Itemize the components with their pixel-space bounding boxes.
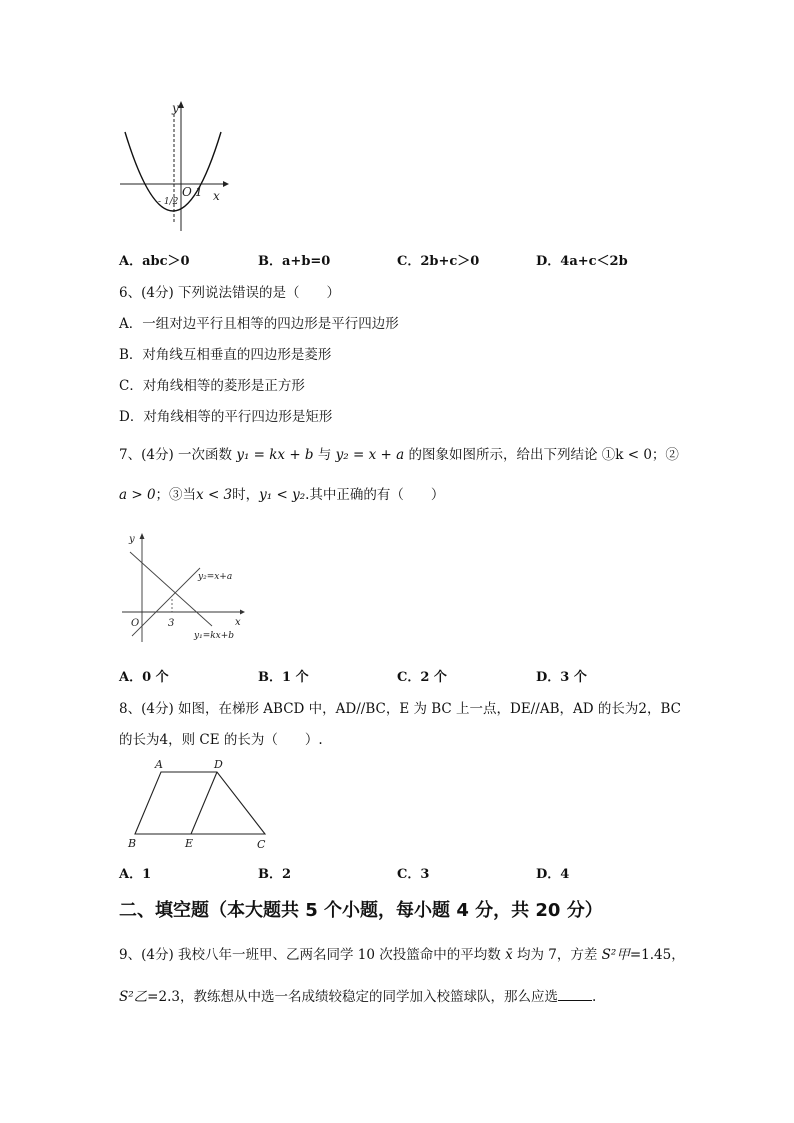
q7-line2-d: 时， <box>232 487 260 503</box>
q7-y2-line-label: y₂=x+a <box>198 572 233 582</box>
q5-option-a-text: abc＞0 <box>142 254 190 269</box>
q8-trapezoid <box>135 772 265 834</box>
q9-stem-line1 <box>119 943 685 963</box>
q7-option-b-letter: B． <box>258 670 282 685</box>
q6-stem: 6、(4分) 下列说法错误的是（ ） <box>119 285 341 301</box>
q7-stem-a: 7、(4分) 一次函数 <box>119 447 233 463</box>
q7-y2-expression: y₂ = x + a <box>335 447 405 463</box>
q9-xbar: x̄ <box>505 947 513 963</box>
q7-y-label: y <box>129 534 135 545</box>
q5-option-b-text: a+b=0 <box>282 254 331 269</box>
q7-line2-b: ；③当 <box>155 487 197 503</box>
q8-segment-de <box>191 772 217 834</box>
q8-label-e: E <box>185 837 194 850</box>
q7-option-c-text: 2 个 <box>420 670 447 685</box>
q9-line2-a: =2.3，教练想从中选一名成绩较稳定的同学加入校篮球队，那么应选 <box>147 989 558 1005</box>
q8-option-a-letter: A． <box>119 867 143 882</box>
q7-option-c-letter: C． <box>397 670 421 685</box>
q7-three-label: 3 <box>168 618 175 629</box>
q8-label-a: A <box>155 758 163 771</box>
section-2-heading: 二、填空题（本大题共 5 个小题，每小题 4 分，共 20 分） <box>119 900 603 921</box>
q7-origin-label: O <box>131 618 140 629</box>
q8-label-b: B <box>128 837 137 850</box>
q7-option-b-text: 1 个 <box>282 670 309 685</box>
q7-option-d-letter: D． <box>536 670 561 685</box>
q7-x-label: x <box>235 617 241 628</box>
q5-option-a-letter: A． <box>119 254 143 269</box>
q8-option-d-letter: D． <box>536 867 561 882</box>
q7-stem-line2 <box>119 483 444 503</box>
q5-y-arrow <box>178 101 184 108</box>
q8-option-c-text: 3 <box>420 867 430 882</box>
q5-option-b <box>258 250 330 269</box>
q7-linear-graph <box>118 530 258 648</box>
q7-option-d <box>536 666 587 685</box>
q7-stem-mid: 与 <box>317 447 332 463</box>
q8-option-b-letter: B． <box>258 867 282 882</box>
q8-option-a-text: 1 <box>142 867 152 882</box>
q7-option-a-text: 0 个 <box>142 670 169 685</box>
q5-option-d-letter: D． <box>536 254 561 269</box>
q8-option-d-text: 4 <box>560 867 570 882</box>
q9-line1-a: 9、(4分) 我校八年一班甲、乙两名同学 10 次投篮命中的平均数 <box>119 947 501 963</box>
q8-label-c: C <box>257 838 266 851</box>
q6-option-b: B．对角线互相垂直的四边形是菱形 <box>119 347 332 363</box>
q5-option-c-letter: C． <box>397 254 421 269</box>
q6-option-c: C．对角线相等的菱形是正方形 <box>119 378 305 394</box>
q8-stem-line2: 的长为4，则 CE 的长为（ ）. <box>119 732 323 748</box>
q9-stem-line2 <box>119 985 596 1005</box>
q5-option-c-text: 2b+c＞0 <box>420 254 480 269</box>
q7-stem-line1 <box>119 443 679 463</box>
q7-option-d-text: 3 个 <box>560 670 587 685</box>
q5-option-c <box>397 250 479 269</box>
q7-y1-line-label: y₁=kx+b <box>194 631 235 641</box>
q8-option-c-letter: C． <box>397 867 421 882</box>
q9-line1-b: 均为 7，方差 <box>516 947 598 963</box>
q8-option-b <box>258 863 291 882</box>
q7-a-positive: a > 0 <box>119 487 156 503</box>
q9-s-jia: S²甲 <box>601 947 630 963</box>
q7-stem-b: 的图象如图所示，给出下列结论 ①k < 0；② <box>408 447 679 463</box>
q9-line2-b: . <box>591 989 597 1005</box>
q5-option-d-text: 4a+c＜2b <box>560 254 628 269</box>
q8-trapezoid-figure <box>125 756 275 852</box>
q8-option-d <box>536 863 569 882</box>
q7-y-arrow <box>140 533 145 539</box>
q8-label-d: D <box>214 758 223 771</box>
q7-option-a <box>119 666 169 685</box>
q7-y1-expression: y₁ = kx + b <box>236 447 314 463</box>
q5-neg-half-label: - 1/2 <box>158 197 179 207</box>
q7-option-c <box>397 666 447 685</box>
q5-option-b-letter: B． <box>258 254 282 269</box>
q5-parabola-graph <box>115 100 230 235</box>
q8-stem-line1: 8、(4分) 如图，在梯形 ABCD 中，AD//BC，E 为 BC 上一点，DE//AB，AD 的长为2，BC <box>119 701 681 717</box>
q5-origin-label: O <box>182 185 192 199</box>
q6-option-a: A．一组对边平行且相等的四边形是平行四边形 <box>119 316 399 332</box>
q6-option-d: D．对角线相等的平行四边形是矩形 <box>119 409 333 425</box>
q5-option-a <box>119 250 190 269</box>
q7-option-b <box>258 666 309 685</box>
q5-x-label: x <box>213 189 220 203</box>
q7-option-a-letter: A． <box>119 670 143 685</box>
q5-x-arrow <box>223 181 229 187</box>
q5-y-label: y <box>172 101 179 115</box>
q9-s-yi: S²乙 <box>119 989 148 1005</box>
q7-line2-f: .其中正确的有（ ） <box>305 487 445 503</box>
q8-option-a <box>119 863 151 882</box>
q9-answer-blank[interactable] <box>558 988 592 1001</box>
q7-y1-less-y2: y₁ < y₂ <box>259 487 306 503</box>
q7-x-arrow <box>240 610 245 615</box>
q5-one-label: 1 <box>195 185 203 199</box>
q9-line1-c: =1.45， <box>629 947 685 963</box>
q8-option-c <box>397 863 429 882</box>
q5-option-d <box>536 250 628 269</box>
q7-x-less-3: x < 3 <box>196 487 233 503</box>
q8-option-b-text: 2 <box>282 867 292 882</box>
